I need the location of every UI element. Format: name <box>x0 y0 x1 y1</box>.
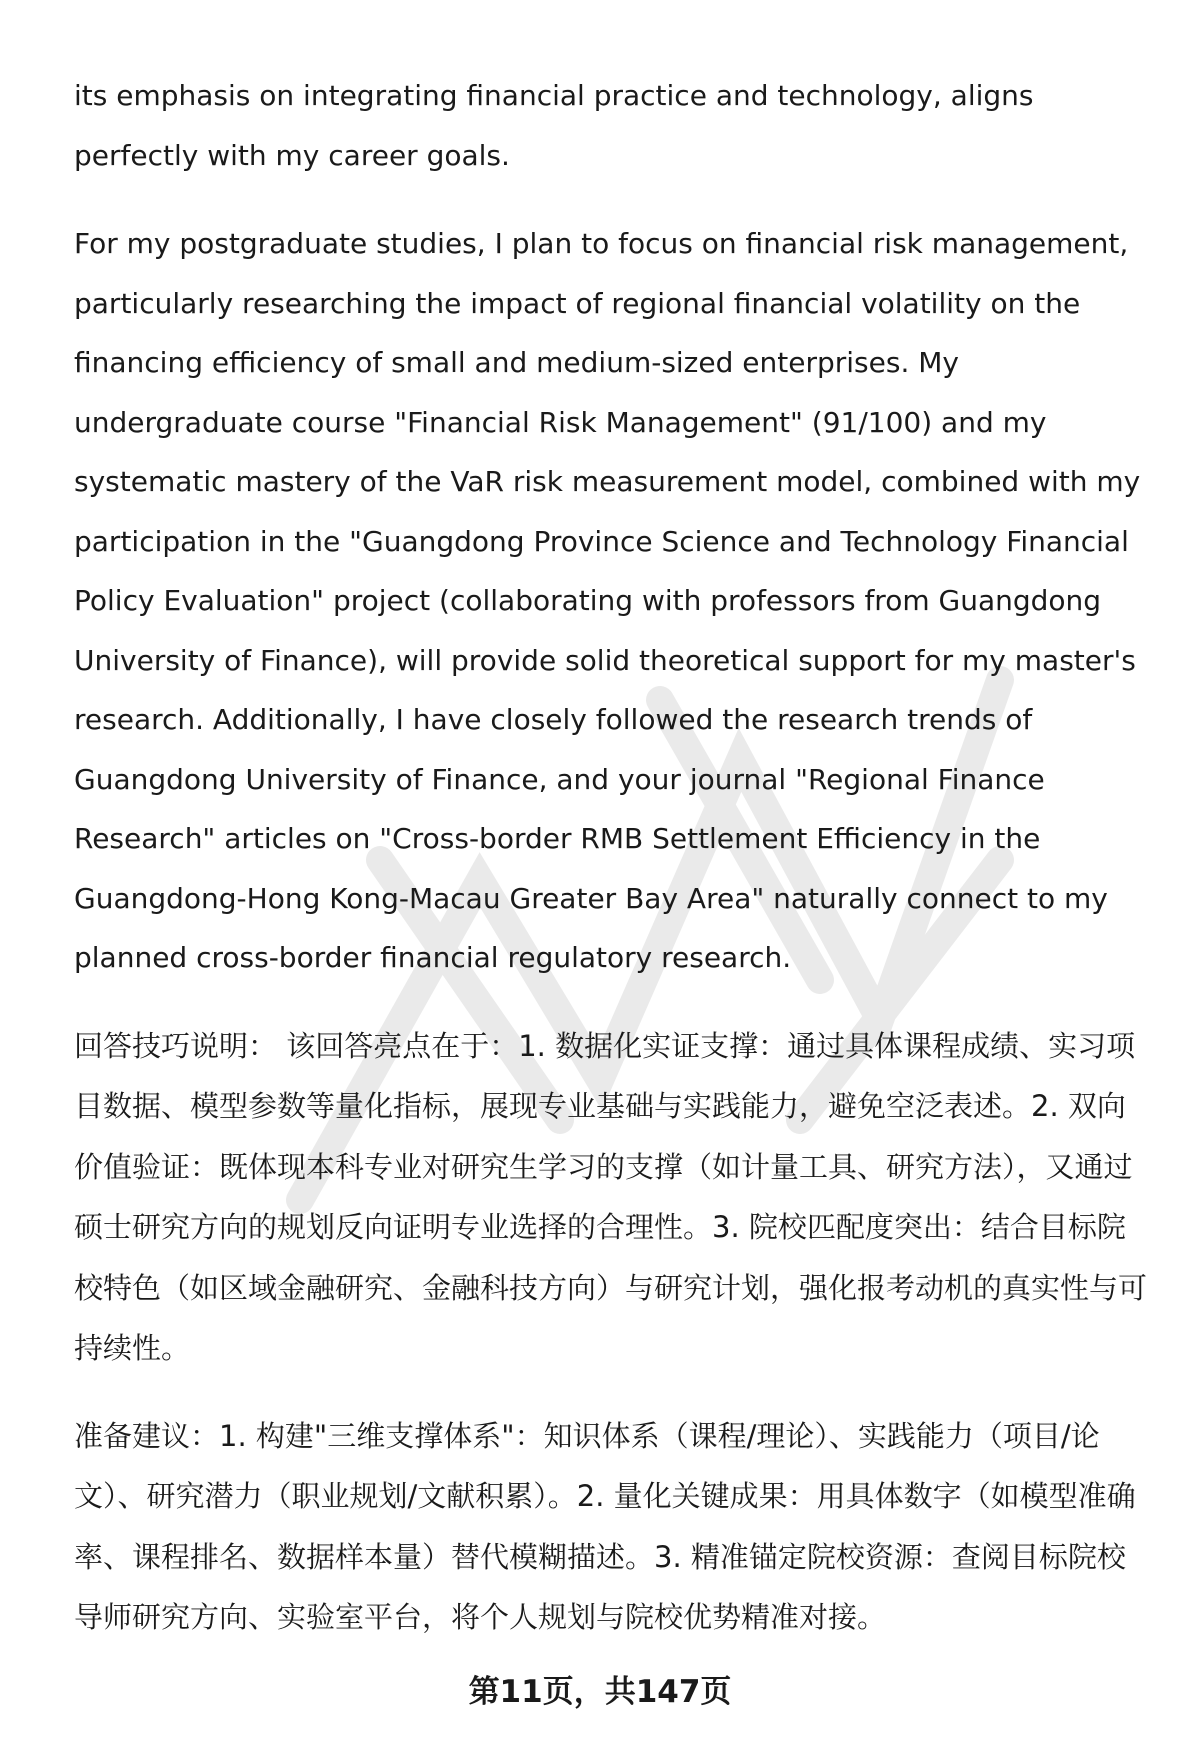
paragraph-answer-tips: 回答技巧说明： 该回答亮点在于：1. 数据化实证支撑：通过具体课程成绩、实习项目数据、模型参数等量化指标，展现专业基础与实践能力，避免空泛表述。2. 双向价值验证：既体现本科专业对研究生学习的支撑（如计量工具、研究方法），又通过硕士研究方向的规划反向证明专业选择的合理性。3. 院校匹配度突出：结合目标院校特色（如区域金融研究、金融科技方向）与研究计划，强化报考动机的真实性与可持续性。 <box>74 1028 1148 1365</box>
document-body <box>74 66 1154 1675</box>
page-number-footer: 第11页，共147页 <box>468 1674 732 1710</box>
paragraph-preparation-advice: 准备建议：1. 构建"三维支撑体系"：知识体系（课程/理论）、实践能力（项目/论文）、研究潜力（职业规划/文献积累）。2. 量化关键成果：用具体数字（如模型准确率、课程排名、数据样本量）替代模糊描述。3. 精准锚定院校资源：查阅目标院校导师研究方向、实验室平台，将个人规划与院校优势精准对接。 <box>74 1418 1136 1634</box>
paragraph-career-goals: its emphasis on integrating financial practice and technology, aligns perfectly with my career goals. <box>74 79 1034 172</box>
paragraph-research-plan: For my postgraduate studies, I plan to focus on financial risk management, particularly researching the impact of regional financial volatility on the financing efficiency of small and medium-sized enterprises. My undergraduate course "Financial Risk Management" (91/100) and my systematic mastery of the VaR risk measurement model, combined with my participation in the "Guangdong Province Science and Technology Financial Policy Evaluation" project (collaborating with professors from Guangdong University of Finance), will provide solid theoretical support for my master's research. Additionally, I have closely followed the research trends of Guangdong University of Finance, and your journal "Regional Finance Research" articles on "Cross-border RMB Settlement Efficiency in the Guangdong-Hong Kong-Macau Greater Bay Area" naturally connect to my planned cross-border financial regulatory research. <box>74 227 1141 974</box>
